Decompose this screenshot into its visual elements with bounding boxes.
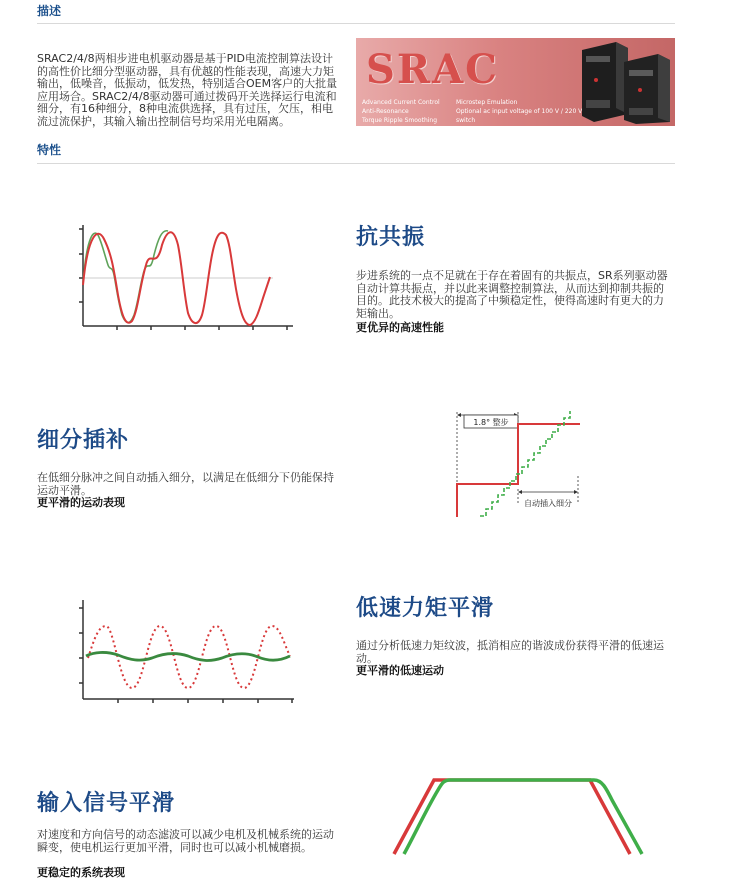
feature-text-low-speed: 通过分析低速力矩纹波，抵消相应的谐波成份获得平滑的低速运动。 [356,639,664,665]
step-label: 1.8° 整步 [473,418,509,427]
input-signal-chart [390,774,670,858]
feature-title-input-smoothing: 输入信号平滑 [37,791,176,816]
anti-resonance-chart [78,225,296,337]
feature-text-interpolation: 在低细分脉冲之间自动插入细分，以满足在低细分下仍能保持运动平滑。 [37,471,334,497]
description-heading: 描述 [37,4,62,18]
low-speed-torque-chart [78,600,298,706]
red-smooth-wave [83,232,270,325]
product-banner [356,38,675,126]
feature-bold-anti-resonance: 更优异的高速性能 [356,321,444,334]
green-resonance-wave [83,231,168,323]
driver-product-image [574,40,674,124]
banner-right-lines: Microstep Emulation Optional ac input voltage of 100 V / 220 V switch [456,99,583,124]
features-divider [37,163,675,164]
feature-title-interpolation: 细分插补 [37,428,130,453]
feature-text-input-smoothing: 对速度和方向信号的动态滤波可以减少电机及机械系统的运动瞬变，使电机运行更加平滑，同时也可以减小机械磨损。 [37,828,334,854]
green-filtered-signal [404,780,642,854]
banner-logo: SRAC [366,46,499,93]
interp-label: 自动插入细分 [524,499,572,508]
features-heading: 特性 [37,143,62,157]
description-divider [37,23,675,24]
step-interpolation-chart [450,406,590,521]
description-text: SRAC2/4/8两相步进电机驱动器是基于PID电流控制算法设计的高性价比细分型驱动器，具有优越的性能表现，高速大力矩输出，低噪音，低振动，低发热，特别适合OEM客户的大批量应用场合。SRAC2/4/8驱动器可通过拨码开关选择运行电流和细分，有16种细分，8种电流供选择，具有过压，欠压，相电流过流保护，其输入输出控制信号均采用光电隔离。 [37,52,338,128]
feature-text-anti-resonance: 步进系统的一点不足就在于存在着固有的共振点，SR系列驱动器自动计算共振点，并以此来调整控制算法，从而达到抑制共振的目的。此技术极大的提高了中频稳定性，使得高速时有更大的力矩输出。 [356,269,668,320]
feature-title-low-speed: 低速力矩平滑 [356,596,495,621]
banner-left-lines: Advanced Current Control Anti-Resonance Torque Ripple Smoothing [362,99,440,124]
feature-title-anti-resonance: 抗共振 [356,225,426,250]
feature-bold-low-speed: 更平滑的低速运动 [356,664,444,677]
feature-bold-input-smoothing: 更稳定的系统表现 [37,866,125,879]
feature-bold-interpolation: 更平滑的运动表现 [37,496,125,509]
red-raw-signal [394,780,630,854]
